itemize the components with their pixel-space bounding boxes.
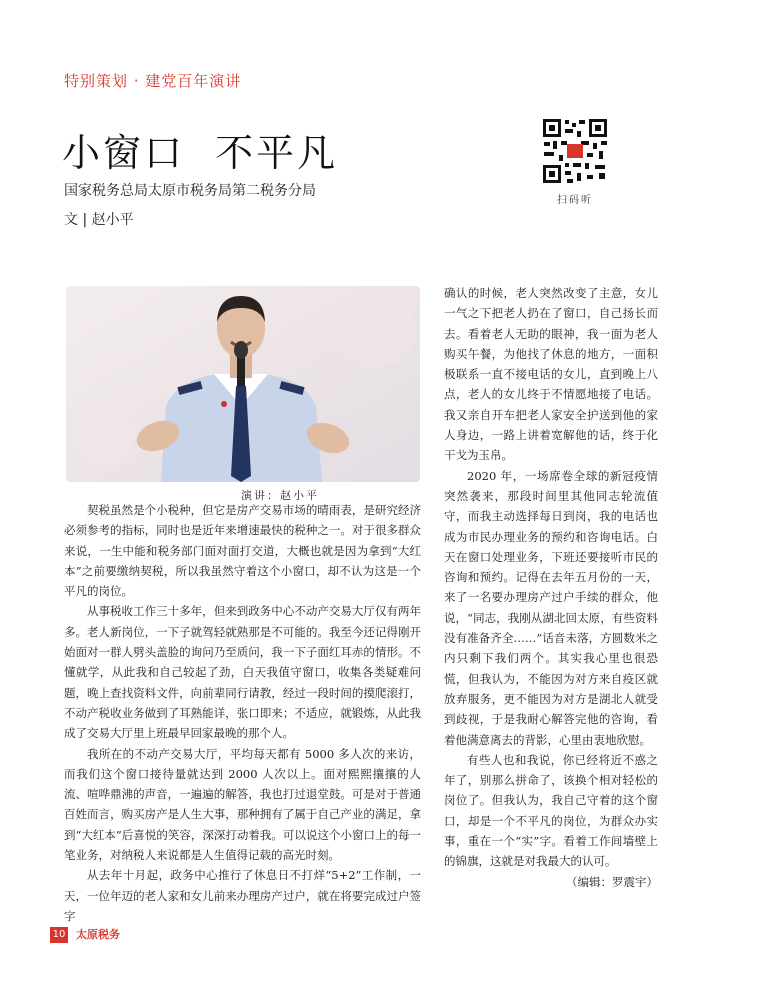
paragraph: 有些人也和我说，你已经将近不惑之年了，别那么拼命了，该换个相对轻松的岗位了。但我认为，我自己守着的这个窗口，却是一个不平凡的岗位，为群众办实事，重在一个“实”字。看着工作间墙壁上的锦旗，这就是对我最大的认可。 [444, 752, 658, 869]
paragraph: 契税虽然是个小税种，但它是房产交易市场的晴雨表，是研究经济必须参考的指标，同时也是近年来增速最快的税种之一。对于很多群众来说，一生中能和税务部门面对面打交道，大概也就是因为拿到“大红本”之前要缴纳契税，所以我虽然守着这个小窗口，却不认为这是一个平凡的岗位。 [64, 503, 421, 599]
photo-caption: 演讲：赵小平 [241, 489, 319, 502]
qr-code-icon[interactable] [541, 117, 609, 185]
byline: 文 | 赵小平 [64, 212, 134, 228]
paragraph: 我所在的不动产交易大厅，平均每天都有 5000 多人次的来访，而我们这个窗口接待量就达到 2000 人次以上。面对熙熙攘攘的人流、喧哗鼎沸的声音，一遍遍的解答，我也打过退堂鼓。可是对于普通百姓而言，购买房产是人生大事，那种拥有了属于自己产业的满足，拿到“大红本”后喜悦的笑容，深深打动着我。可以说这个小窗口上的每一笔业务，对纳税人来说都是人生值得记载的高光时刻。 [64, 746, 421, 863]
qr-caption: 扫码听 [557, 195, 593, 206]
magazine-name: 太原税务 [76, 928, 120, 941]
paragraph-continued: 确认的时候，老人突然改变了主意，女儿一气之下把老人扔在了窗口，自己扬长而去。看着老人无助的眼神，我一面为老人购买午餐，为他找了休息的地方，一面积极联系一直不接电话的女儿，直到晚上八点，老人的女儿终于不情愿地接了电话。我又亲自开车把老人家安全护送到他的家人身边，一路上讲着宽解他的话，终于化干戈为玉帛。 [444, 286, 658, 463]
paragraph: 2020 年，一场席卷全球的新冠疫情突然袭来，那段时间里其他同志轮流值守，而我主动选择每日到岗，我的电话也成为市民办理业务的预约和咨询电话。白天在窗口处理业务，下班还要接听市民的咨询和预约。记得在去年五月份的一天，来了一名要办理房产过户手续的群众，他说，“同志，我刚从湖北回太原，有些资料没有准备齐全……”话音未落，方圆数米之内只剩下我们两个。其实我心里也很恐慌，但我认为，不能因为对方来自疫区就放弃服务，更不能因为对方是湖北人就受到歧视，于是我耐心解答完他的咨询，看着他满意离去的背影，心里由衷地欣慰。 [444, 468, 658, 747]
article-title: 小窗口 不平凡 [62, 131, 339, 175]
article-column-right [444, 283, 658, 892]
paragraph: 从去年十月起，政务中心推行了休息日不打烊“5+2”工作制，一天，一位年迈的老人家和女儿前来办理房产过户，就在将要完成过户签字 [64, 868, 421, 923]
author-organization: 国家税务总局太原市税务局第二税务分局 [64, 183, 316, 199]
speaker-photo [66, 286, 420, 482]
editor-credit: （编辑：罗震宇） [566, 874, 658, 889]
page-number: 10 [52, 929, 66, 940]
section-kicker: 特别策划 · 建党百年演讲 [64, 72, 242, 90]
paragraph: 从事税收工作三十多年，但来到政务中心不动产交易大厅仅有两年多。老人新岗位，一下子就驾轻就熟那是不可能的。我至今还记得刚开始面对一群人劈头盖脸的询问乃至质问，我一下子面红耳赤的情形。不懂就学，从此我和自己较起了劲，白天我值守窗口，收集各类疑难问题，晚上查找资料文件，向前辈同行请教，经过一段时间的摸爬滚打，不动产税收业务做到了耳熟能详，张口即来；不适应，就锻炼，从此我成了交易大厅里上班最早回家最晚的那个人。 [64, 604, 421, 741]
article-column-left [64, 500, 421, 926]
